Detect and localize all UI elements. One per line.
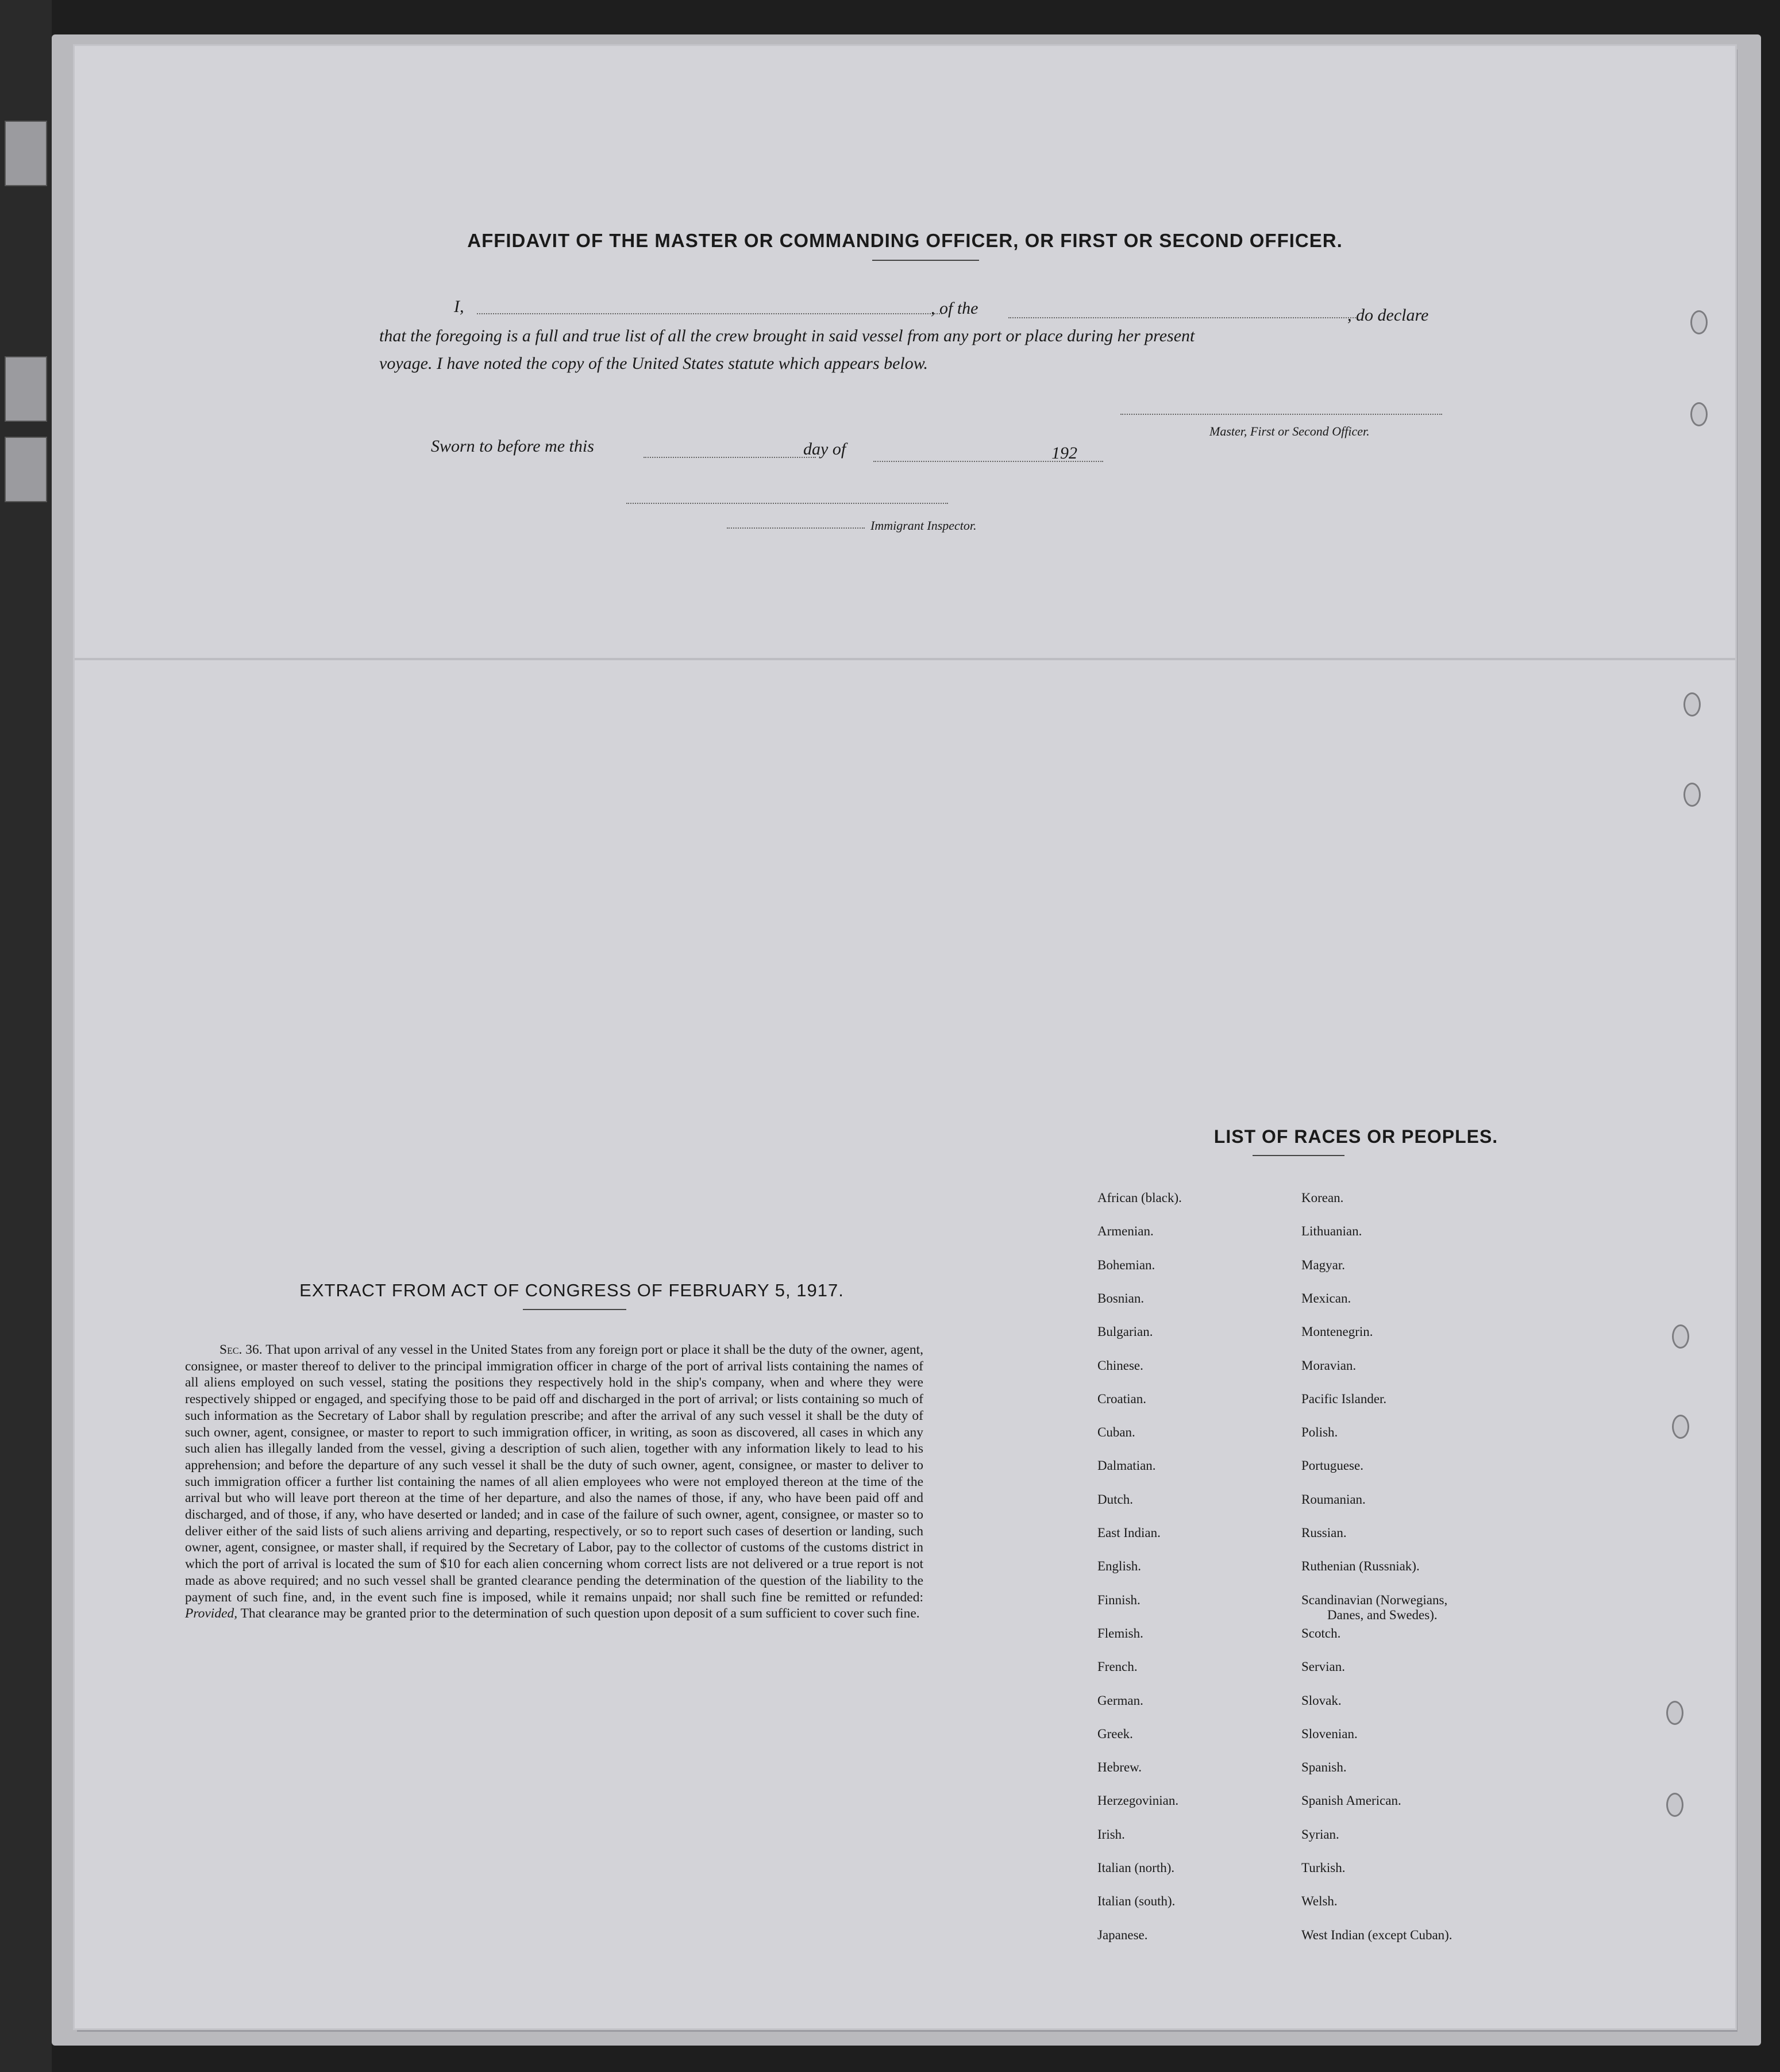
year-prefix: 192 bbox=[1051, 444, 1077, 463]
race-item: English. bbox=[1097, 1559, 1142, 1574]
document-page bbox=[75, 46, 1735, 2028]
races-title: LIST OF RACES OR PEOPLES. bbox=[1213, 1126, 1498, 1147]
race-item: Slovenian. bbox=[1301, 1726, 1358, 1741]
affidavit-line2: that the foregoing is a full and true list of all the crew brought in said vessel from any port or place during her present bbox=[379, 326, 1195, 345]
race-item: Finnish. bbox=[1097, 1592, 1141, 1607]
races-rule bbox=[1253, 1155, 1344, 1156]
race-item: Roumanian. bbox=[1301, 1492, 1366, 1507]
extract-text-1: That upon arrival of any vessel in the United States from any foreign port or place it shall be the duty of the owner, agent, consignee, or master thereof to deliver to the principal immigration officer in charge of the port of arrival lists containing the names of all aliens employed on such vessel, stating the positions they respectively hold in the ship's company, when and where they were respectively shipped or engaged, and specifying those to be paid off and discharged in the port of arrival; or lists containing so much of such information as the Secretary of Labor shall by regulation prescribe; and after the arrival of any such vessel it shall be the duty of such owner, agent, consignee, or master to report to such immigration officer, in writing, as soon as discovered, all cases in which any such alien has illegally landed from the vessel, giving a description of such alien, together with any information likely to lead to his apprehension; and before the departure of any such vessel it shall be the duty of such owner, agent, consignee, or master to deliver to such immigration officer a further list containing the names of all alien employees who were not employed thereon at the time of the arrival but who will leave port thereon at the time of her departure, and also the names of those, if any, who have been paid off and discharged, and of those, if any, who have deserted or landed; and in case of the failure of such owner, agent, consignee, or master so to deliver either of the said lists of such aliens arriving and departing, respectively, or so to report such cases of desertion or landing, such owner, agent, consignee, or master shall, if required by the Secretary of Labor, pay to the collector of customs of the customs district in which the port of arrival is located the sum of $10 for each alien concerning whom correct lists are not delivered or a true report is not made as above required; and no such vessel shall be granted clearance pending the determination of the question of the liability to the payment of such fine, and, in the event such fine is imposed, while it remains unpaid; nor shall such fine be remitted or refunded: bbox=[185, 1342, 923, 1605]
punch-hole bbox=[1683, 692, 1701, 717]
vessel-blank[interactable] bbox=[1008, 317, 1356, 318]
race-item: Polish. bbox=[1301, 1425, 1338, 1440]
race-item: Armenian. bbox=[1097, 1224, 1154, 1239]
title-rule bbox=[872, 260, 979, 261]
name-blank[interactable] bbox=[477, 313, 942, 314]
race-item: Italian (north). bbox=[1097, 1861, 1175, 1875]
race-item: Greek. bbox=[1097, 1726, 1133, 1741]
race-item: Japanese. bbox=[1097, 1927, 1148, 1942]
section-label: Sec. 36. bbox=[219, 1342, 263, 1357]
race-item: Lithuanian. bbox=[1301, 1224, 1362, 1239]
race-item: Scandinavian (Norwegians, bbox=[1301, 1592, 1448, 1607]
inspector-blank-short[interactable] bbox=[727, 527, 865, 529]
race-item: Moravian. bbox=[1301, 1358, 1357, 1373]
race-item: East Indian. bbox=[1097, 1526, 1161, 1540]
punch-hole bbox=[1666, 1701, 1683, 1725]
race-item: Dalmatian. bbox=[1097, 1458, 1156, 1473]
punch-hole bbox=[1666, 1793, 1683, 1817]
race-item: Chinese. bbox=[1097, 1358, 1143, 1373]
race-item: Hebrew. bbox=[1097, 1760, 1142, 1775]
extract-text-2: That clearance may be granted prior to the determination of such question upon deposit of a sum sufficient to cover such fine. bbox=[240, 1606, 920, 1622]
race-item: African (black). bbox=[1097, 1191, 1182, 1205]
race-item: Italian (south). bbox=[1097, 1894, 1176, 1909]
race-item: Welsh. bbox=[1301, 1894, 1338, 1909]
race-item: Mexican. bbox=[1301, 1291, 1351, 1305]
provided-word: Provided, bbox=[185, 1606, 238, 1622]
race-item: Scotch. bbox=[1301, 1626, 1341, 1640]
affidavit-of-the: , of the bbox=[931, 299, 978, 318]
affidavit-i: I, bbox=[454, 297, 464, 316]
punch-hole bbox=[1672, 1415, 1689, 1439]
punch-hole bbox=[1672, 1324, 1689, 1349]
day-of-text: day of bbox=[803, 440, 846, 459]
race-item: Montenegrin. bbox=[1301, 1324, 1373, 1339]
race-item: Servian. bbox=[1301, 1659, 1346, 1674]
inspector-signature-line[interactable] bbox=[626, 503, 948, 504]
punch-hole bbox=[1683, 783, 1701, 807]
race-item: Irish. bbox=[1097, 1827, 1125, 1842]
extract-rule bbox=[523, 1309, 626, 1310]
extract-title: EXTRACT FROM ACT OF CONGRESS OF FEBRUARY 5, 1917. bbox=[299, 1280, 844, 1300]
race-item: Magyar. bbox=[1301, 1257, 1346, 1272]
sworn-day-blank[interactable] bbox=[644, 457, 816, 458]
inspector-label: Immigrant Inspector. bbox=[870, 518, 977, 533]
race-item-continuation: Danes, and Swedes). bbox=[1327, 1607, 1438, 1622]
master-signature-line[interactable] bbox=[1120, 414, 1442, 415]
punch-hole bbox=[1690, 402, 1708, 426]
race-item: Spanish American. bbox=[1301, 1793, 1401, 1808]
race-item: Slovak. bbox=[1301, 1693, 1342, 1708]
race-item: Bosnian. bbox=[1097, 1291, 1145, 1305]
extract-body bbox=[185, 1342, 923, 1622]
race-item: Herzegovinian. bbox=[1097, 1793, 1179, 1808]
affidavit-do-declare: , do declare bbox=[1347, 306, 1429, 325]
sworn-text: Sworn to before me this bbox=[431, 437, 594, 456]
binding-fragment bbox=[5, 121, 47, 186]
race-item: Flemish. bbox=[1097, 1626, 1143, 1640]
race-item: Syrian. bbox=[1301, 1827, 1339, 1842]
race-item: Portuguese. bbox=[1301, 1458, 1363, 1473]
affidavit-line3: voyage. I have noted the copy of the United States statute which appears below. bbox=[379, 354, 928, 373]
fold-line bbox=[75, 658, 1735, 660]
race-item: West Indian (except Cuban). bbox=[1301, 1927, 1452, 1942]
punch-hole bbox=[1690, 310, 1708, 334]
race-item: Pacific Islander. bbox=[1301, 1391, 1387, 1406]
race-item: Korean. bbox=[1301, 1191, 1344, 1205]
race-item: Croatian. bbox=[1097, 1391, 1146, 1406]
left-binding-strip bbox=[0, 0, 52, 2072]
master-label: Master, First or Second Officer. bbox=[1209, 424, 1370, 438]
binding-fragment bbox=[5, 437, 47, 502]
race-item: Bulgarian. bbox=[1097, 1324, 1153, 1339]
race-item: French. bbox=[1097, 1659, 1138, 1674]
race-item: Spanish. bbox=[1301, 1760, 1347, 1775]
race-item: Cuban. bbox=[1097, 1425, 1135, 1440]
race-item: Dutch. bbox=[1097, 1492, 1133, 1507]
affidavit-title: AFFIDAVIT OF THE MASTER OR COMMANDING OFFICER, OR FIRST OR SECOND OFFICER. bbox=[467, 230, 1343, 251]
race-item: Ruthenian (Russniak). bbox=[1301, 1559, 1420, 1574]
binding-fragment bbox=[5, 356, 47, 422]
race-item: German. bbox=[1097, 1693, 1143, 1708]
race-item: Turkish. bbox=[1301, 1861, 1346, 1875]
race-item: Bohemian. bbox=[1097, 1257, 1155, 1272]
race-item: Russian. bbox=[1301, 1526, 1347, 1540]
